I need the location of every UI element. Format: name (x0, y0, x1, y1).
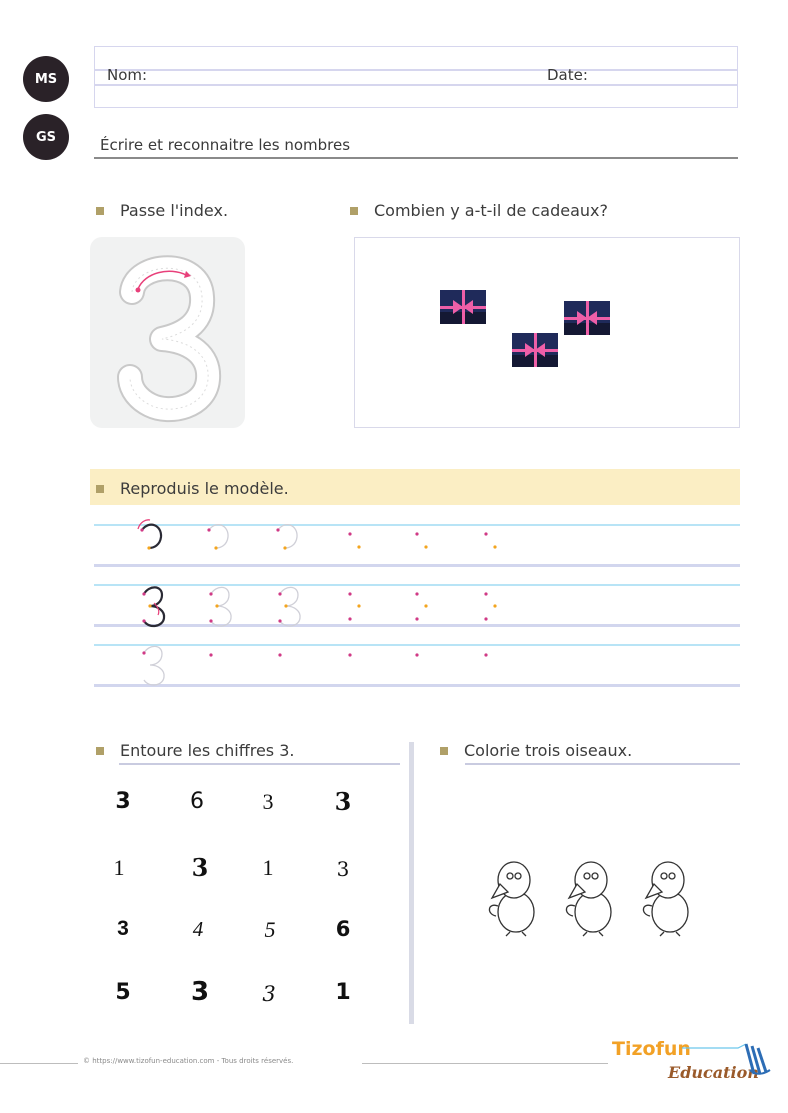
logo-tizofun: Tizofun (612, 1038, 691, 1060)
level-badge-gs: GS (23, 114, 69, 160)
gift-icon (511, 331, 559, 369)
digit-cell[interactable]: 5 (115, 980, 131, 1005)
digit-cell[interactable]: 3 (190, 977, 210, 1007)
color-heading-rule (465, 763, 740, 765)
copy-heading: Reproduis le modèle. (96, 479, 289, 498)
count-heading: Combien y a-t-il de cadeaux? (350, 201, 608, 220)
digit-cell[interactable]: 3 (262, 982, 276, 1006)
color-heading: Colorie trois oiseaux. (440, 741, 632, 760)
worksheet-title: Écrire et reconnaitre les nombres (100, 136, 351, 154)
name-date-box (94, 46, 738, 108)
bullet-icon (440, 747, 448, 755)
bullet-icon (96, 485, 104, 493)
digit-cell[interactable]: 6 (335, 917, 351, 941)
logo-education: Education (668, 1063, 759, 1082)
trace-card[interactable] (90, 237, 245, 428)
name-label: Nom: (107, 66, 148, 84)
footer-copyright: © https://www.tizofun-education.com - Tous droits réservés. (83, 1057, 294, 1065)
gift-icon (439, 288, 487, 326)
digit-cell[interactable]: 3 (262, 789, 274, 814)
digit-cell[interactable]: 4 (192, 917, 204, 941)
digit-cell[interactable]: 5 (264, 917, 276, 942)
digit-cell[interactable]: 1 (262, 855, 274, 880)
date-label: Date: (547, 66, 588, 84)
footer-rule-right (362, 1063, 608, 1064)
gift-icon (563, 299, 611, 337)
digit-cell[interactable]: 3 (336, 857, 350, 881)
circle-heading: Entoure les chiffres 3. (96, 741, 294, 760)
trace-digit-3-icon (90, 237, 245, 428)
title-divider (94, 157, 738, 159)
trace-heading: Passe l'index. (96, 201, 228, 220)
level-badge-ms: MS (23, 56, 69, 102)
bullet-icon (96, 747, 104, 755)
book-logo-icon (680, 1040, 776, 1080)
bird-icon[interactable] (482, 858, 542, 938)
copy-model-area[interactable] (94, 515, 544, 690)
digit-cell[interactable]: 3 (117, 917, 129, 940)
bullet-icon (350, 207, 358, 215)
digit-cell[interactable]: 6 (190, 789, 204, 814)
digit-cell[interactable]: 3 (191, 853, 209, 882)
bullet-icon (96, 207, 104, 215)
bird-icon[interactable] (559, 858, 619, 938)
footer-rule-left (0, 1063, 78, 1064)
digit-cell[interactable]: 3 (334, 787, 352, 816)
bird-icon[interactable] (636, 858, 696, 938)
digit-cell[interactable]: 3 (115, 789, 131, 814)
column-divider (409, 742, 414, 1024)
gifts-picture (354, 237, 740, 428)
digit-cell[interactable]: 1 (113, 855, 125, 880)
digit-cell[interactable]: 1 (335, 980, 351, 1005)
circle-heading-rule (119, 763, 400, 765)
